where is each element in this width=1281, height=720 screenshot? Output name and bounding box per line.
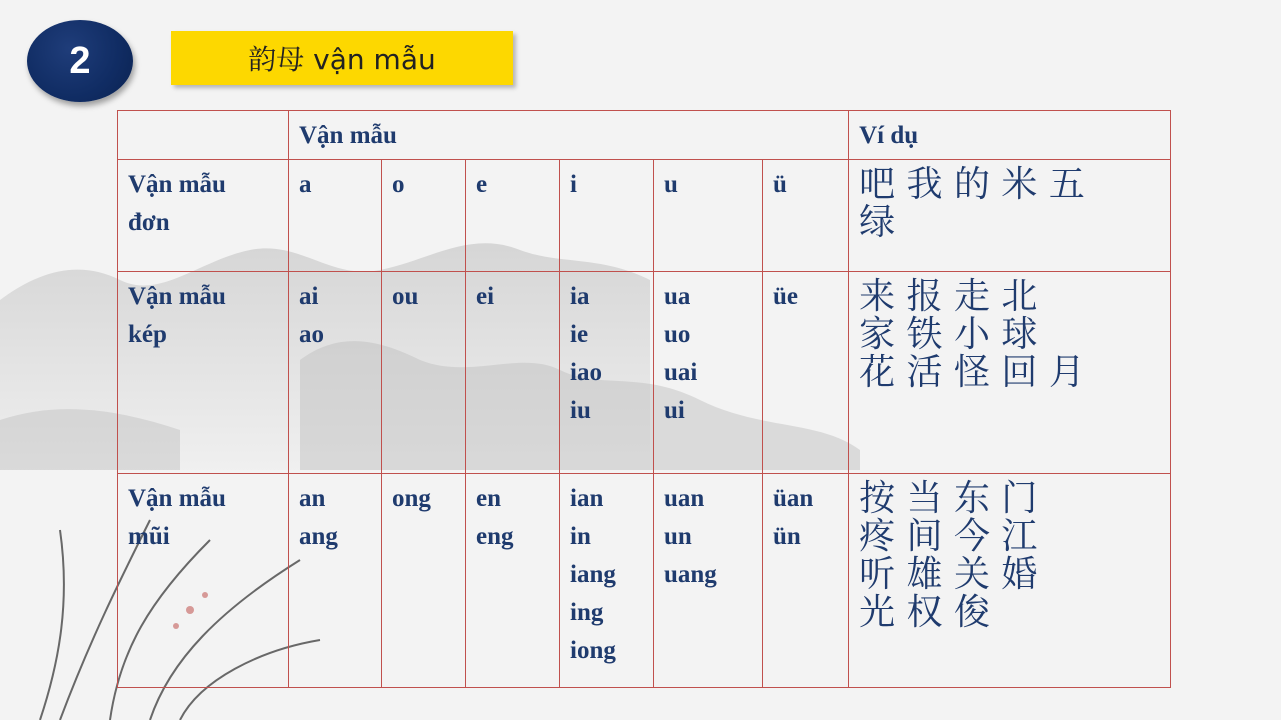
rhyme-cell: a bbox=[289, 160, 382, 272]
rhyme-cell: ia ie iao iu bbox=[560, 272, 654, 474]
table-row-mui bbox=[118, 474, 1171, 688]
row-type-label: Vận mẫu kép bbox=[118, 272, 289, 474]
rhyme-cell: üe bbox=[763, 272, 849, 474]
rhyme-cell: ei bbox=[466, 272, 560, 474]
rhyme-cell: uan un uang bbox=[654, 474, 763, 688]
header-van-mau: Vận mẫu bbox=[289, 111, 849, 160]
table-row-don bbox=[118, 160, 1171, 272]
example-characters: 来 报 走 北 家 铁 小 球 花 活 怪 回 月 bbox=[849, 272, 1171, 474]
header-vi-du: Ví dụ bbox=[849, 111, 1171, 160]
rhyme-cell: u bbox=[654, 160, 763, 272]
table-row-kep bbox=[118, 272, 1171, 474]
rhyme-cell: e bbox=[466, 160, 560, 272]
slide-number: 2 bbox=[69, 39, 91, 82]
rhyme-cell: i bbox=[560, 160, 654, 272]
row-type-label: Vận mẫu mũi bbox=[118, 474, 289, 688]
rhyme-cell: ü bbox=[763, 160, 849, 272]
rhyme-cell: ua uo uai ui bbox=[654, 272, 763, 474]
row-type-label: Vận mẫu đơn bbox=[118, 160, 289, 272]
rhyme-table bbox=[117, 110, 1171, 688]
example-characters: 按 当 东 门 疼 间 今 江 听 雄 关 婚 光 权 俊 bbox=[849, 474, 1171, 688]
rhyme-cell: ian in iang ing iong bbox=[560, 474, 654, 688]
rhyme-cell: o bbox=[382, 160, 466, 272]
table-header-row bbox=[118, 111, 1171, 160]
rhyme-cell: ai ao bbox=[289, 272, 382, 474]
slide-title: 韵母 vận mẫu bbox=[248, 43, 436, 76]
rhyme-cell: ou bbox=[382, 272, 466, 474]
slide-number-badge bbox=[27, 20, 133, 102]
header-empty-cell bbox=[118, 111, 289, 160]
rhyme-cell: en eng bbox=[466, 474, 560, 688]
rhyme-cell: ong bbox=[382, 474, 466, 688]
slide-title-banner bbox=[171, 31, 513, 85]
example-characters: 吧 我 的 米 五 绿 bbox=[849, 160, 1171, 272]
rhyme-cell: an ang bbox=[289, 474, 382, 688]
rhyme-cell: üan ün bbox=[763, 474, 849, 688]
